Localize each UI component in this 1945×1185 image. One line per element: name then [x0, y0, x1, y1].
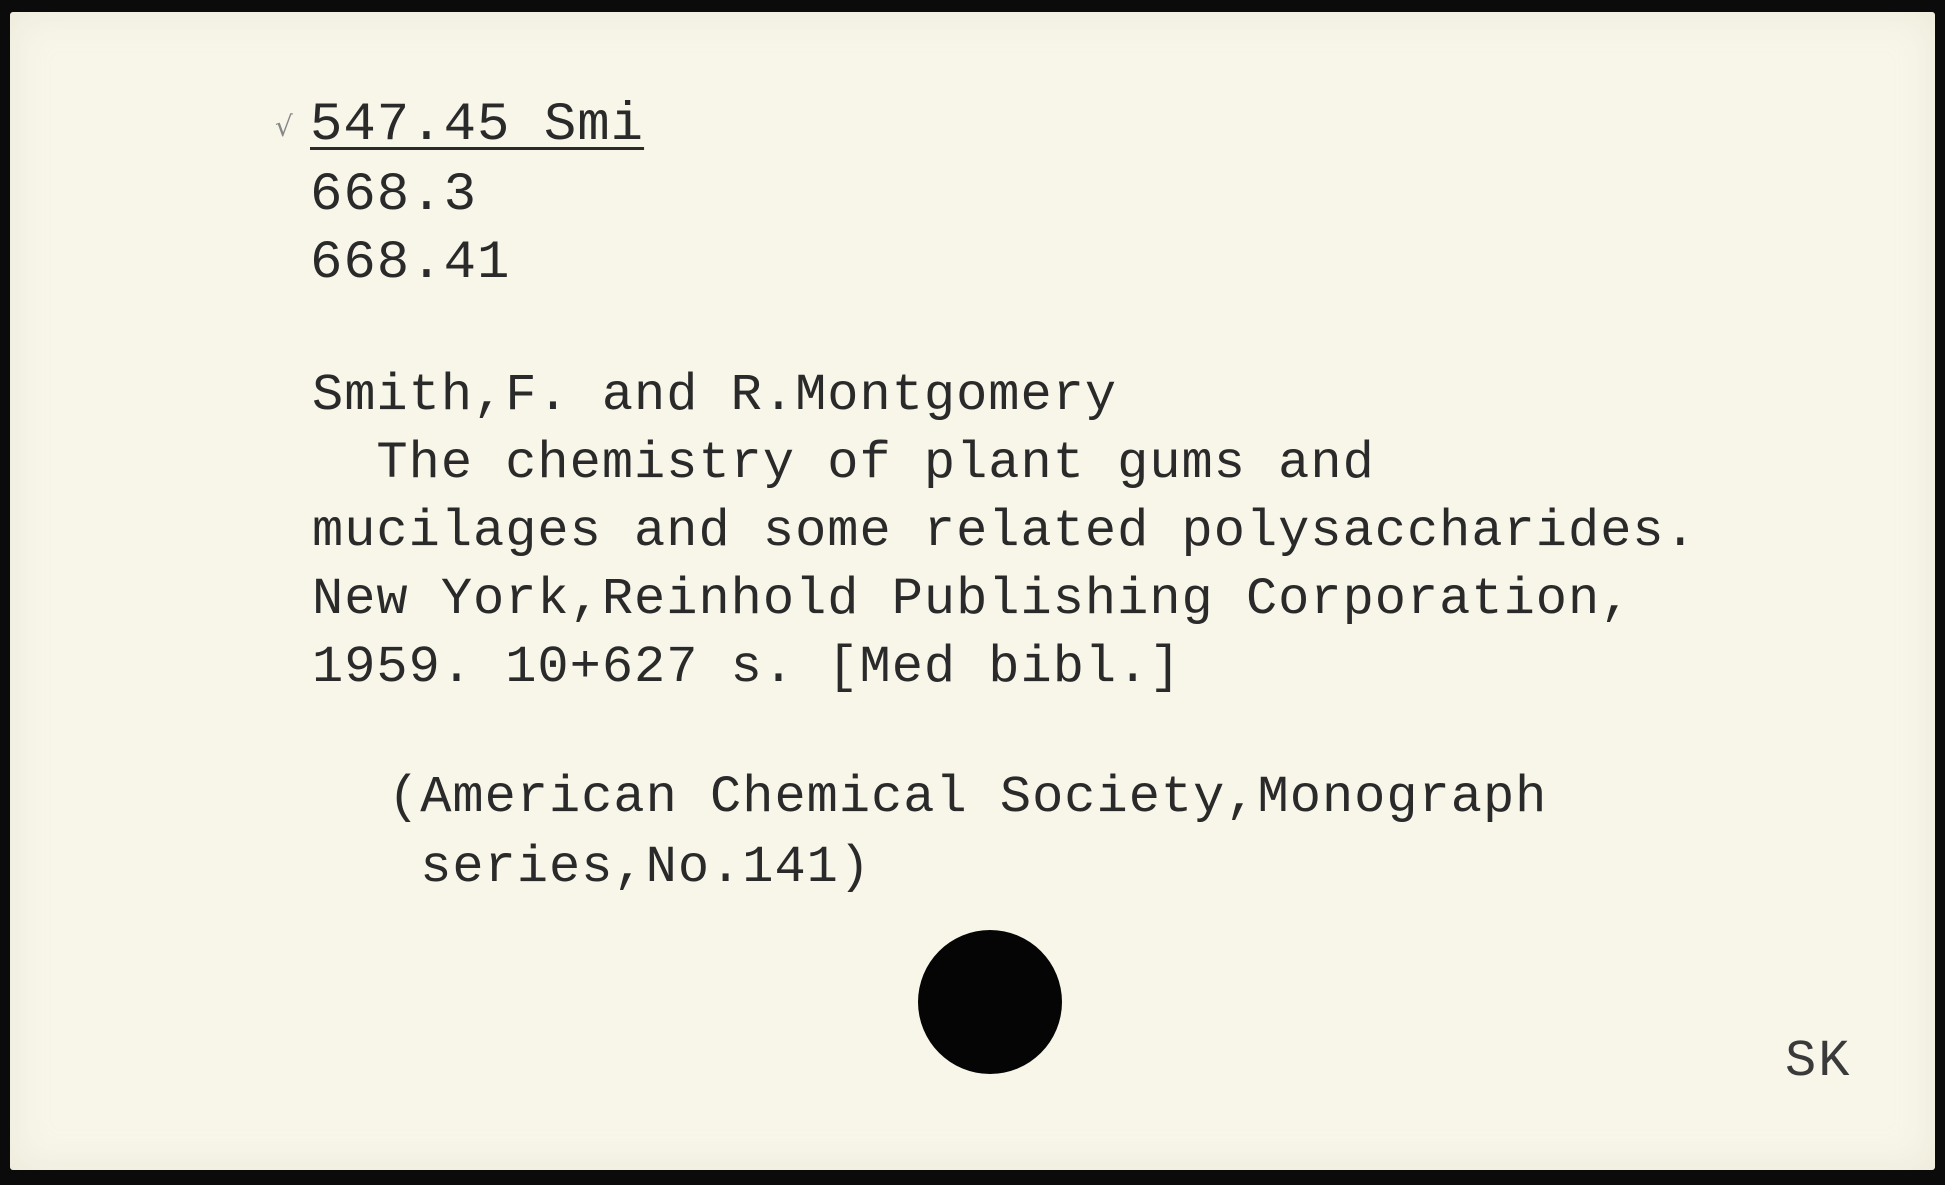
series-line-2: series,No.141)	[388, 838, 872, 897]
imprint-line: New York,Reinhold Publishing Corporation,	[312, 570, 1633, 629]
title-line-2: mucilages and some related polysaccharides.	[312, 502, 1697, 561]
call-number-primary: 547.45 Smi	[310, 95, 645, 156]
title-line-1: The chemistry of plant gums and	[312, 434, 1375, 493]
catalog-card	[10, 12, 1935, 1170]
series-line-1: (American Chemical Society,Monograph	[388, 768, 1548, 827]
check-mark: √	[275, 110, 293, 143]
collation-line: 1959. 10+627 s. [Med bibl.]	[312, 638, 1182, 697]
punch-hole	[918, 930, 1062, 1074]
call-number-tertiary: 668.41	[310, 233, 511, 294]
call-number-secondary: 668.3	[310, 165, 478, 226]
location-code: SK	[1785, 1032, 1852, 1091]
author-line: Smith,F. and R.Montgomery	[312, 366, 1118, 425]
